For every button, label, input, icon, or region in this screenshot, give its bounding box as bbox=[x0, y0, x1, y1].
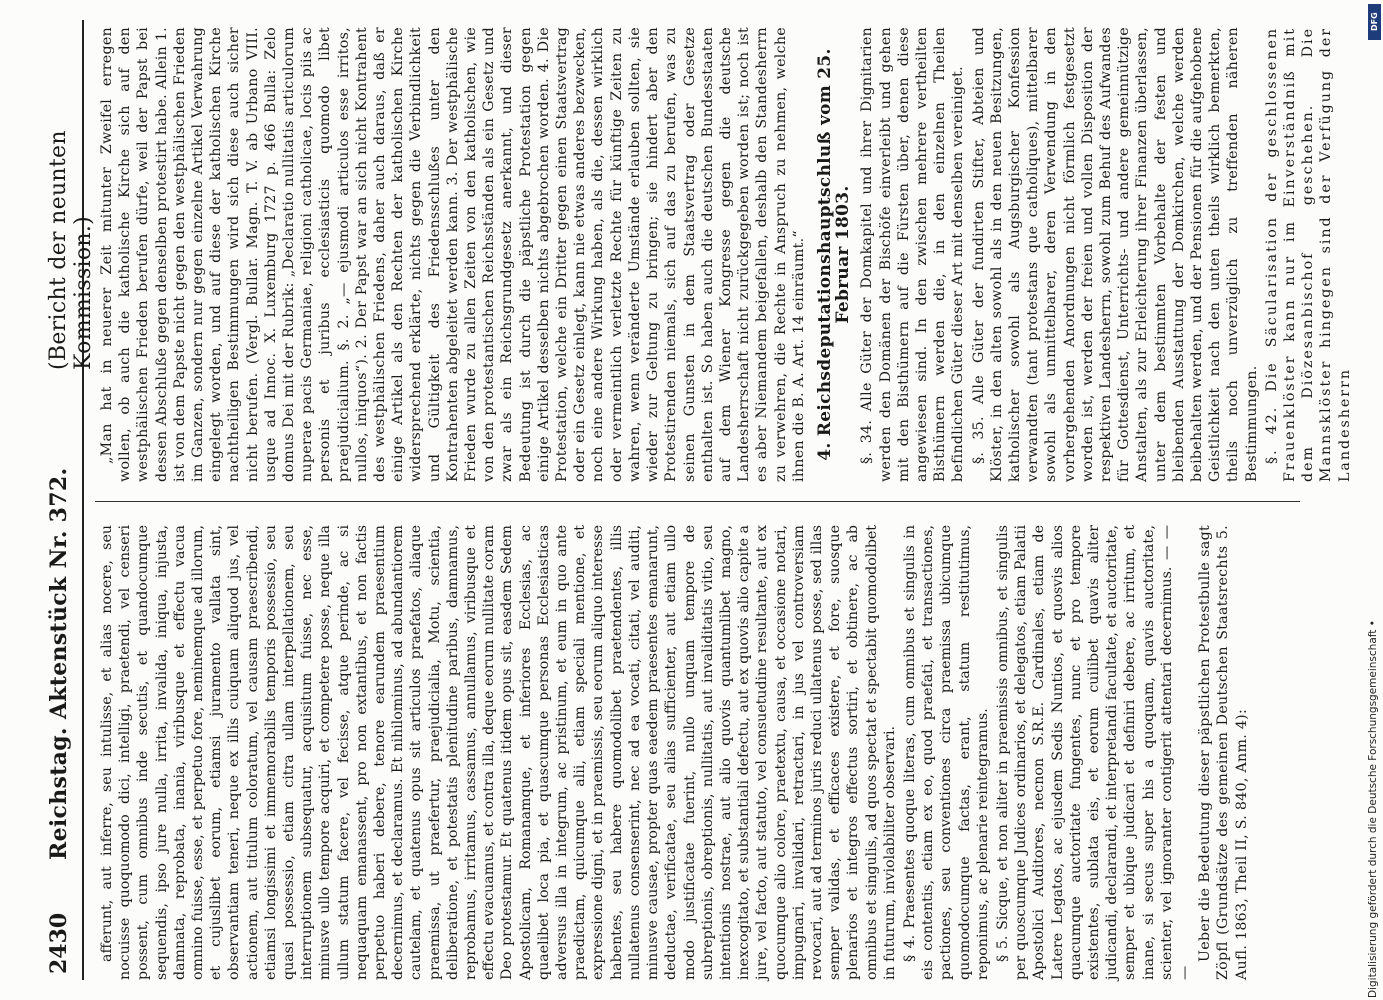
section-paragraph-34: §. 34. Alle Güter der Domkapitel und ihrer Dignitarien werden den Domänen der Bischöfe einverleibt und gehen mit den Bisthümern auf die Fürsten über, denen diese angewiesen sind. In den zwischen mehrere vertheilten Bisthümern werden die, in den einzelnen Theilen befindlichen Güter dieser Art mit denselben vereiniget. bbox=[859, 27, 967, 482]
left-paragraph-4: Ueber die Bedeutung dieser päpstlichen Protestbulle sagt Zöpfl (Grundsätze des gemeinen Deutschen Staatsrechts 5. Aufl. 1863, Theil II, S. 840, Anm. 4): bbox=[1197, 525, 1250, 980]
section-title: 4. Reichsdeputationshauptschluß vom 25. Februar 1803. bbox=[814, 48, 854, 461]
header-left-title: Reichstag. Aktenstück Nr. 372. bbox=[46, 467, 72, 860]
dfg-logo: DFG bbox=[1368, 4, 1381, 40]
left-paragraph-3: § 5. Sicque, et non aliter in praemissis omnibus, et singulis per quoscumque Judices ordinarios, et delegatos, etiam Palatii Apostolici Auditores, necnon S.R.E. Cardinales, etiam de Latere Legatos, ac ejusdem Sedis Nuntios, et quosvis alios quacumque auctoritate fungentes, nunc et pro tempore existentes, sublata eis, et eorum cuilibet quavis aliter judicandi, declarandi, et interpretandi facultate, et auctoritate, semper et ubique judicari et definiri debere, ac irritum, et inane, si secus super his a quoquam, quavis auctoritate, scienter, vel ignoranter contigerit attentari decernimus. — — — bbox=[994, 525, 1193, 980]
section-paragraph-35: §. 35. Alle Güter der fundirten Stifter, Abteien und Klöster, in den alten sowohl als in den neuen Besitzungen, katholischer sowohl als Augsburgischer Konfession verwandten (tant protestans que catholiques), mittelbarer sowohl als unmittelbarer, deren Verwendung in den vorhergehenden Anordnungen nicht förmlich festgesetzt worden ist, werden der freien und vollen Disposition der respektiven Landesherrn, sowohl zum Behuf des Aufwandes für Gottesdienst, Unterrichts- und andere gemeinnützige Anstalten, als zur Erleichterung ihrer Finanzen überlassen, unter dem bestimmten Vorbehalte der festen und bleibenden Ausstattung der Domkirchen, welche werden beibehalten werden, und der Pensionen für die aufgehobene Geistlichkeit nach den unten theils wirklich bemerkten, theils noch unverzüglich zu treffenden näheren Bestimmungen. bbox=[970, 27, 1260, 482]
digitization-note: Digitalisierung gefördert durch die Deutsche Forschungsgemeinschaft • bbox=[1367, 620, 1379, 998]
page-header bbox=[40, 20, 96, 980]
left-column bbox=[98, 525, 1298, 980]
header-right-title: (Bericht der neunten Kommission.) bbox=[46, 130, 96, 370]
right-column bbox=[98, 27, 1353, 482]
rotated-document-page bbox=[40, 20, 1353, 980]
left-paragraph-1: afferunt, aut inferre, seu intulisse, et alias nocere, seu nocuisse quoquomodo dici, intelligi, praetendi, vel censeri possent, cum omnibus inde secutis, et quandocumque sequendis, ipso jure nulla, irrita, invalida, iniqua, injusta, damnata, reprobata, inania, viribusque et effectu vacua omnino fuisse, esse, et perpetuo fore, neminemque ad illorum, et cujuslibet eorum, etiamsi juramento vallata sint, observantiam teneri, neque ex illis cuiquam aliquod jus, vel actionem, aut titulum coloratum, vel causam praescribendi, etiamsi longissimi et immemorabilis temporis possessio, seu quasi possessio, etiam citra ullam interpellationem, seu interruptionem subsequatur, acquisitum fuisse, nec esse, minusve ullo tempore acquiri, et competere posse, neque illa ullum statum facere, vel fecisse, atque perinde, ac si nequaquam emanassent, pro non extantibus, et non factis perpetuo haberi debere, tenore earundem praesentium decernimus, et declaramus. Et nihilominus, ad abundantiorem cautelam, et quatenus opus sit articulos praefatos, aliaque praemissa, ut praefertur, praejudicialia, Motu, scientia, deliberatione, et potestatis plenitudine paribus, damnamus, reprobamus, irritamus, cassamus, annullamus, viribusque et effectu evacuamus, et contra illa, deque eorum nullitate coram Deo protestamur. Et quatenus itidem opus sit, easdem Sedem Apostolicam, Romanamque, et inferiores Ecclesias, ac quaelibet loca pia, et quascumque personas Ecclesiasticas adversus illa in integrum, ac pristinum, et eum in quo ante praedictam, quicumque alii, etiam speciali mentione, et expressione digni, et in praemissis, seu eorum aliquo interesse habentes, seu habere quomodolibet praetendentes, illis nullatenus consenserint, nec ad ea vocati, citati, vel auditi, minusve causae, propter quas eaedem praesentes emanarunt, deductae, verificatae, seu alias sufficienter, aut etiam ullo modo justificatae fuerint, nullo unquam tempore de subreptionis, obreptionis, nullitatis, aut invaliditatis vitio, seu intentionis nostrae, aut alio quovis quantumlibet magno, inexcogitato, et substantiali defectu, aut ex quovis alio capite a jure, vel facto, aut statuto, vel consuetudine resultante, aut ex quocumque alio colore, praetextu, causa, et occasione notari, impugnari, invalidari, retractari, in jus vel controversiam revocari, aut ad terminos juris reduci ullatenus posse, sed illas semper validas, et efficaces existere, et fore, suosque plenarios et integros effectus sortiri, et obtinere, ac ab omnibus et singulis, ad quos spectat et spectabit quomodolibet in futurum, inviolabiliter observari. bbox=[99, 525, 898, 980]
column-divider bbox=[95, 501, 1300, 502]
right-paragraph-quote: „Man hat in neuerer Zeit mitunter Zweifel erregen wollen, ob auch die katholische Kirche sich auf den westphälischen Frieden berufen dürfe, weil der Papst bei dessen Abschluße gegen denselben protestirt habe. Allein 1. ist von dem Papste nicht gegen den westphälischen Frieden im Ganzen, sondern nur gegen einzelne Artikel Verwahrung eingelegt worden, und auf diese der katholischen Kirche nachtheiligen Bestimmungen wird sich diese auch sicher nicht berufen. (Vergl. Bullar. Magn. T. V. ab Urbano VIII. usque ad Innoc. X. Luxemburg 1727 p. 466 Bulla: Zelo domus Dei mit der Rubrik: „Declaratio nullitatis articulorum nuperae pacis Germaniae, religioni catholicae, locis piis ac personis et juribus ecclesiasticis quomodo libet praejudicialium. §. 2. „— ejusmodi articulos esse irritos, nullos, iniquos“). 2. Der Papst war an sich nicht Kontrahent des westphälischen Friedens, daher auch daraus, daß er einige Artikel als den Rechten der katholischen Kirche widersprechend erklärte, nichts gegen die Verbindlichkeit und Gültigkeit des Friedensschlußes unter den Kontrahenten abgeleitet werden kann. 3. Der westphälische Frieden wurde zu allen Zeiten von den katholischen, wie von den protestantischen Reichsständen als ein Gesetz und zwar als ein Reichsgrundgesetz anerkannt, und dieser Bedeutung ist durch die päpstliche Protestation gegen einige Artikel desselben nichts abgebrochen worden. 4. Die Protestation, welche ein Dritter gegen einen Staatsvertrag oder ein Gesetz einlegt, kann nie etwas anderes bezwecken, noch eine andere Wirkung haben, als die, dessen wirklich oder vermeintlich verletzte Rechte für künftige Zeiten zu wahren, wenn veränderte Umstände erlauben sollten, sie wieder zur Geltung zu bringen; sie hindert aber den Protestirenden niemals, sich auf das zu berufen, was zu seinen Gunsten in dem Staatsvertrag oder Gesetze enthalten ist. So haben auch die deutschen Bundesstaaten auf dem Wiener Kongresse gegen die deutsche Landesherrschaft nicht zurückgegeben worden ist; noch ist es aber Niemandem beigefallen, deshalb den Standesherrn zu verwehren, die Rechte in Anspruch zu nehmen, welche ihnen die B. A. Art. 14 einräumt.“ bbox=[99, 27, 807, 482]
page-number: 2430 bbox=[46, 912, 72, 974]
section-paragraph-42: §. 42. Die Säcularisation der geschlossenen Frauenklöster kann nur im Einverständniß mit dem Diözesanbischof geschehen. Die Mannsklöster hingegen sind der Verfügung der Landesherrn bbox=[1263, 27, 1353, 482]
left-paragraph-2: § 4. Praesentes quoque literas, cum omnibus et singulis in eis contentis, etiam ex eo, quod praefati, et transactiones, pactiones, seu conventiones circa praemissa ubicumque quomodocumque factas, erant, statum restitutimus, reponimus, ac plenarie reintegramus. bbox=[901, 525, 991, 980]
